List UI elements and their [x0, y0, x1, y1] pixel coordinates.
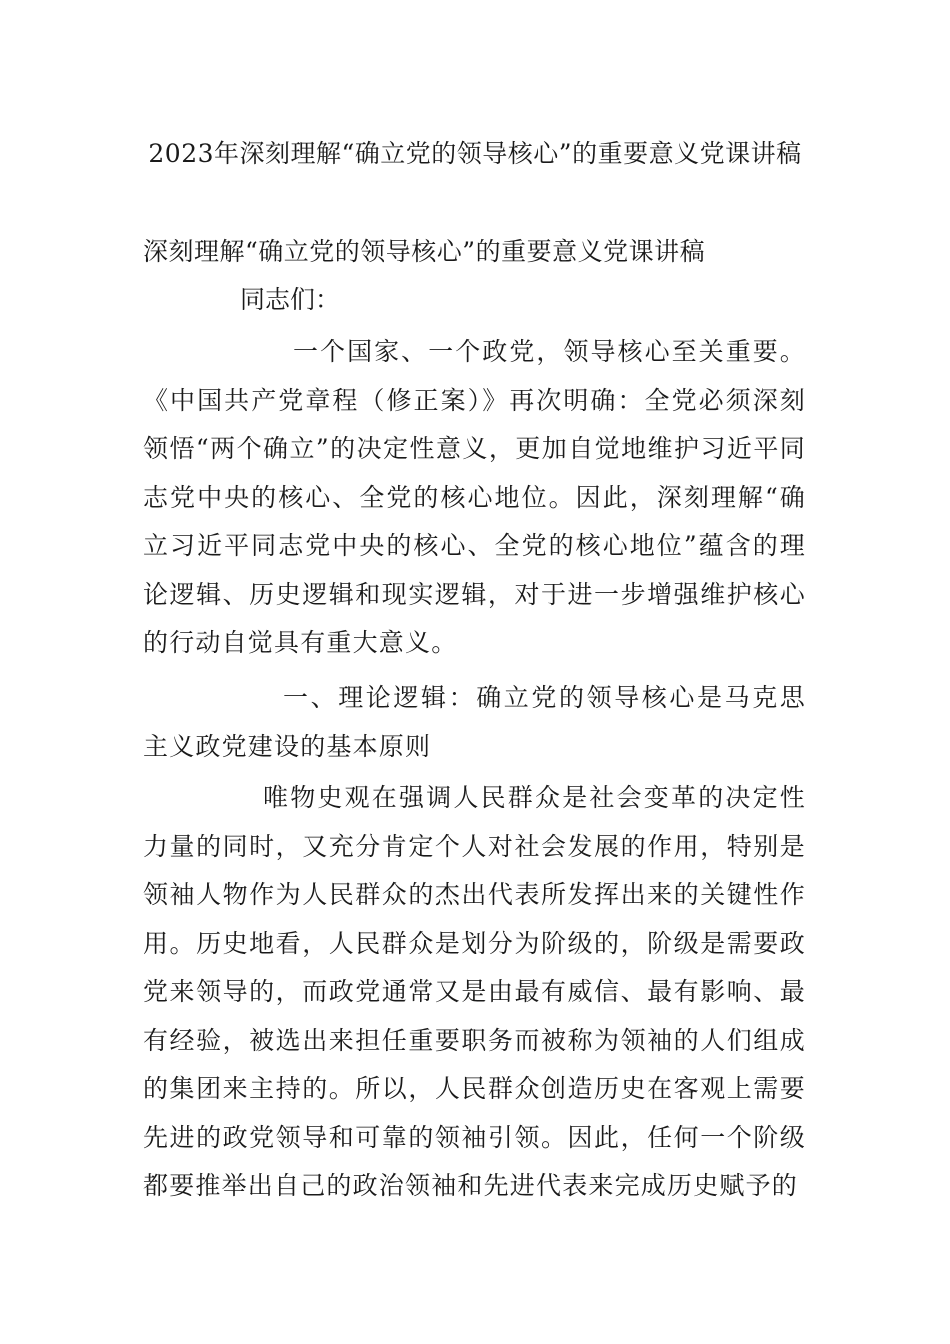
paragraph-theory: 唯物史观在强调人民群众是社会变革的决定性力量的同时，又充分肯定个人对社会发展的作用，特别是领袖人物作为人民群众的杰出代表所发挥出来的关键性作用。历史地看，人民群众是划分为阶级的，阶级是需要政党来领导的，而政党通常又是由最有威信、最有影响、最有经验，被选出来担任重要职务而被称为领袖的人们组成的集团来主持的。所以，人民群众创造历史在客观上需要先进的政党领导和可靠的领袖引领。因此，任何一个阶级都要推举出自己的政治领袖和先进代表来完成历史赋予的 — [143, 783, 806, 1200]
paragraph-intro: 一个国家、一个政党，领导核心至关重要。《中国共产党章程（修正案）》再次明确：全党必须深刻领悟“两个确立”的决定性意义，更加自觉地维护习近平同志党中央的核心、全党的核心地位。因此，深刻理解“确立习近平同志党中央的核心、全党的核心地位”蕴含的理论逻辑、历史逻辑和现实逻辑，对于进一步增强维护核心的行动自觉具有重大意义。 — [143, 337, 806, 657]
salutation: 同志们： — [240, 285, 341, 314]
document-title: 2023年深刻理解“确立党的领导核心”的重要意义党课讲稿 — [148, 139, 802, 168]
document-subtitle: 深刻理解“确立党的领导核心”的重要意义党课讲稿 — [143, 237, 706, 266]
section-heading-1: 一、理论逻辑：确立党的领导核心是马克思主义政党建设的基本原则 — [143, 683, 806, 761]
